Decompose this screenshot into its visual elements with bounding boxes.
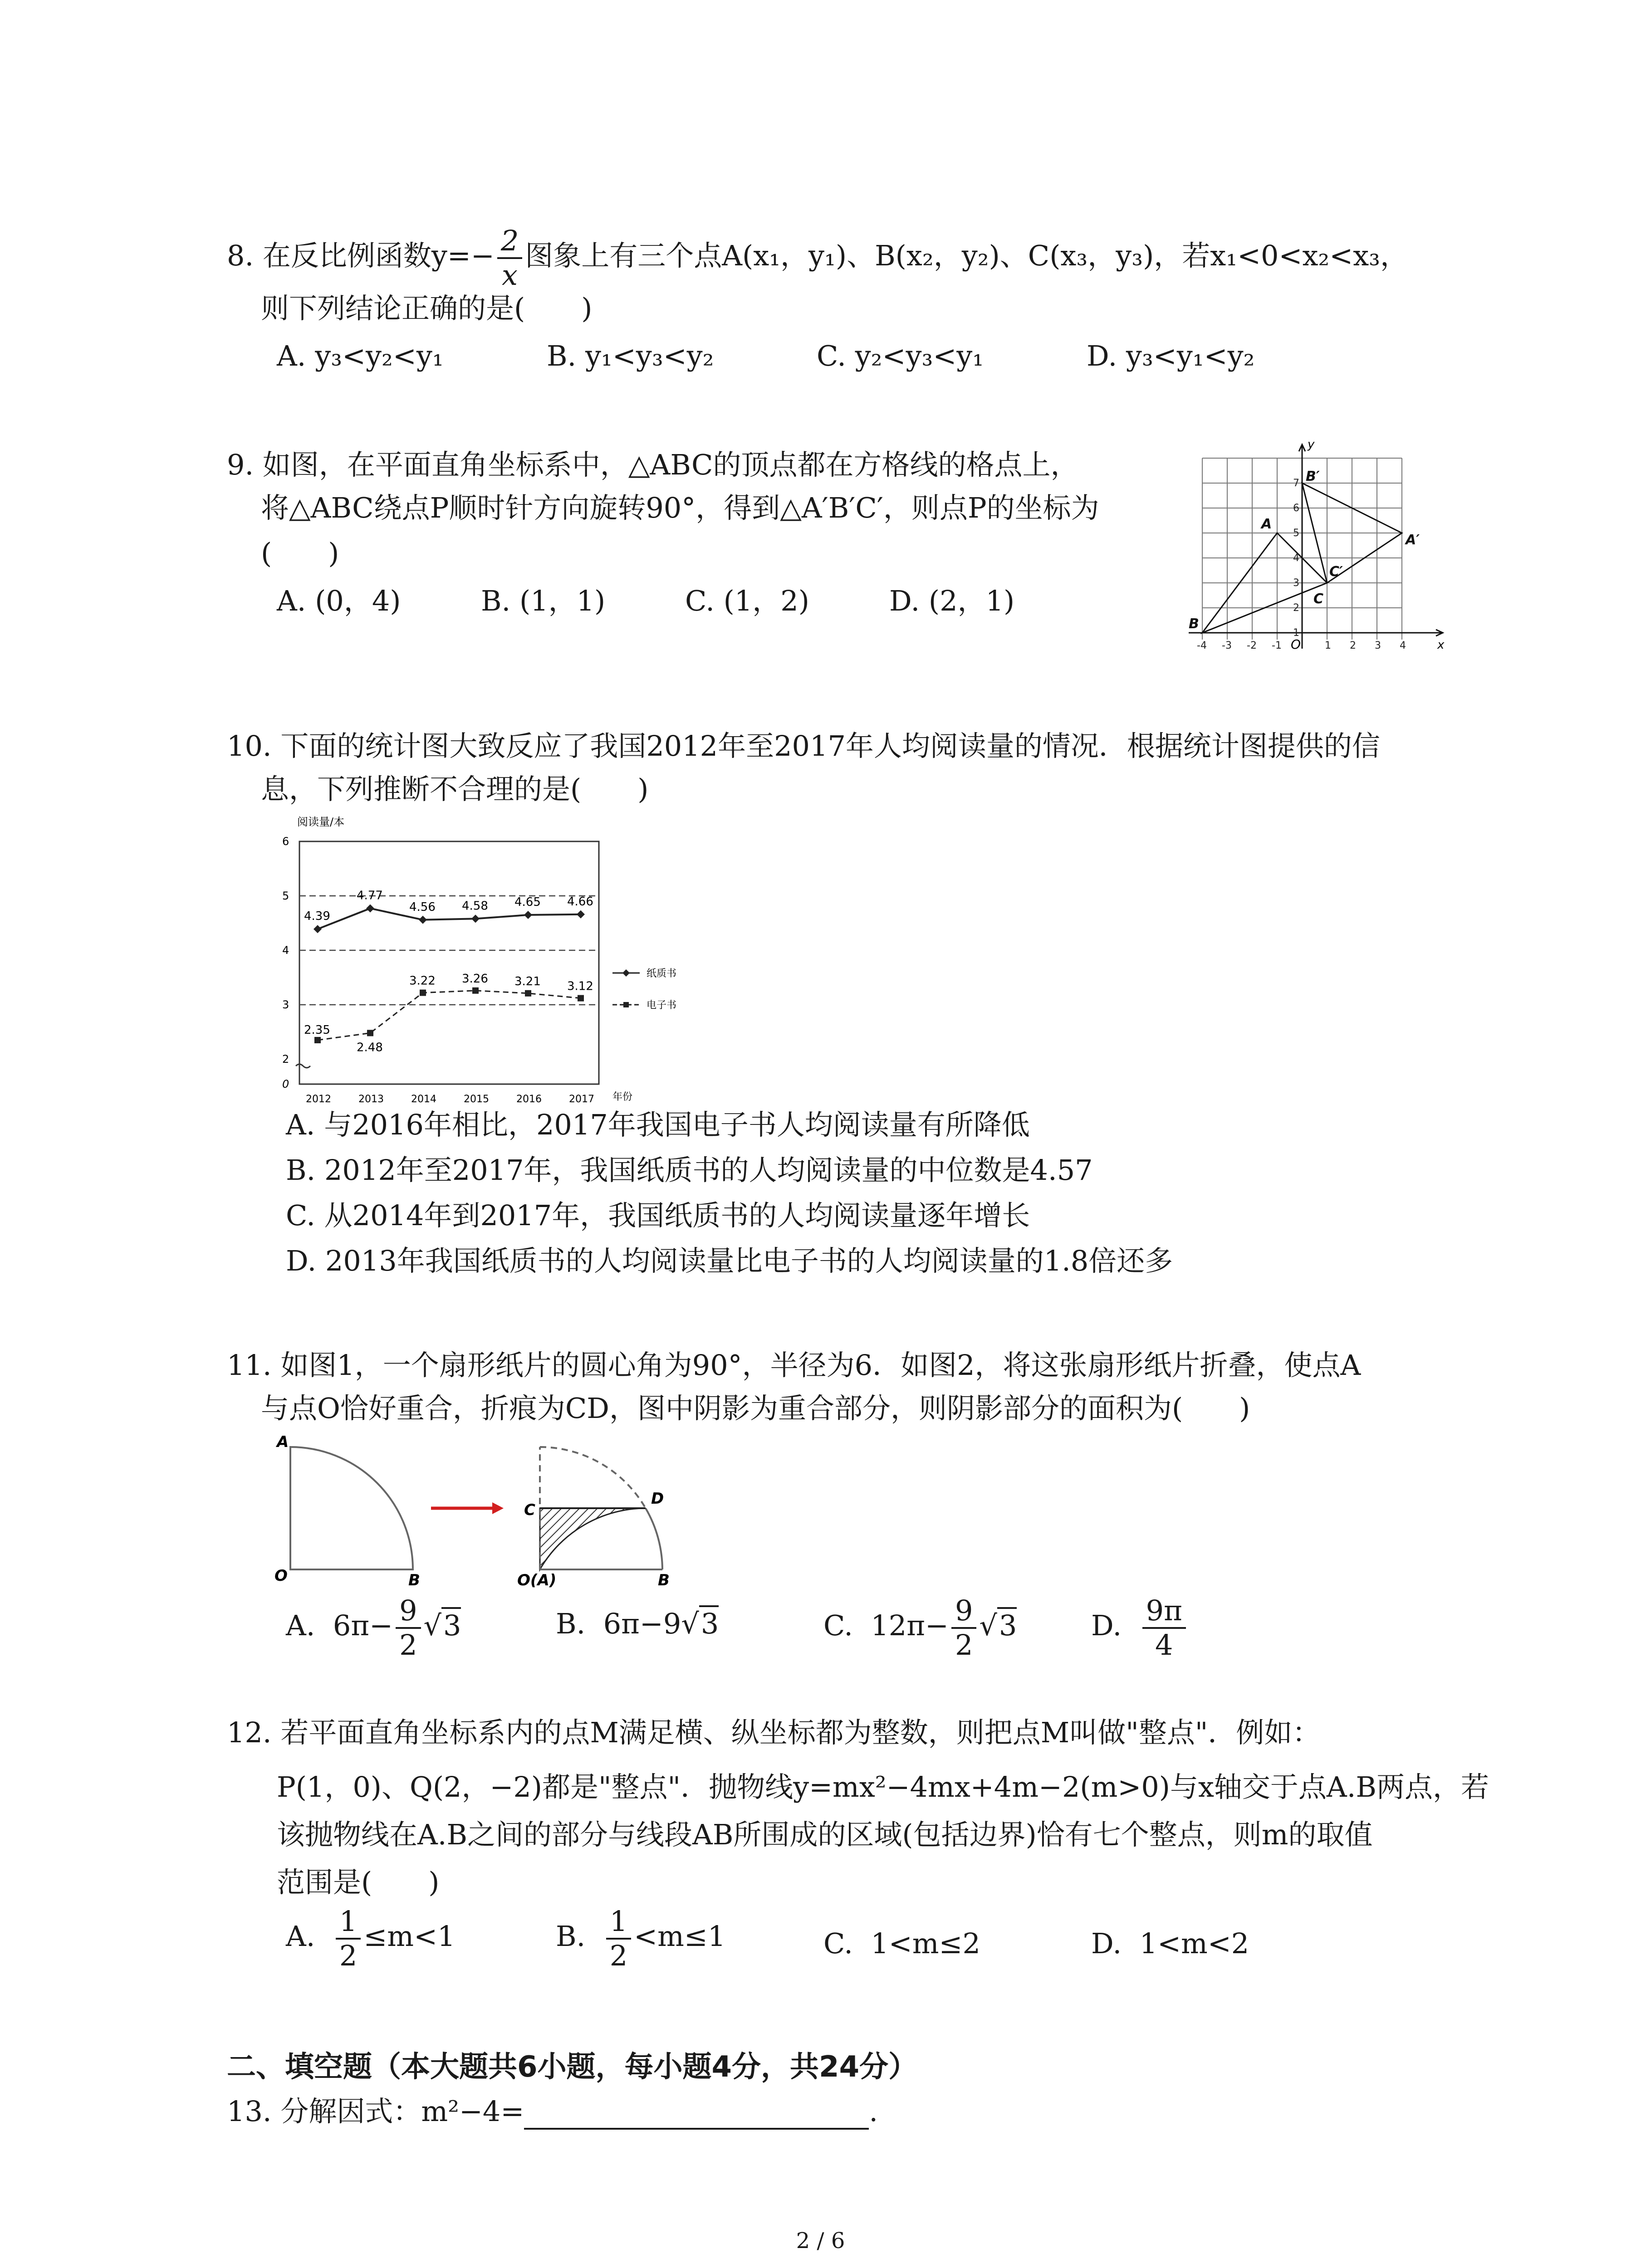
q8-option-a[interactable]: A. y₃<y₂<y₁	[277, 339, 444, 372]
chart-point	[420, 990, 426, 996]
q12-option-b[interactable]: B. $\frac{1}{2}$ <m≤1	[556, 1905, 726, 1972]
chart-y-tick: 0	[282, 1078, 289, 1090]
chart-point	[578, 995, 584, 1002]
q12-option-a[interactable]: A. $\frac{1}{2}$ ≤m<1	[286, 1905, 456, 1972]
q10-reading-chart	[254, 812, 826, 1120]
q10-stem: 10. 下面的统计图大致反应了我国2012年至2017年人均阅读量的情况．根据统计图提供的信	[227, 729, 1380, 763]
svg-text:D: D	[651, 1490, 664, 1508]
legend-label: 纸质书	[647, 968, 677, 979]
q12-option-d[interactable]: D. 1<m<2	[1091, 1927, 1249, 1960]
q9-option-c[interactable]: C. (1，2)	[685, 584, 809, 617]
q9-y-tick: 4	[1293, 552, 1299, 564]
svg-text:O: O	[274, 1567, 288, 1585]
q9-x-tick: 4	[1400, 640, 1406, 651]
chart-axis-break	[296, 1064, 310, 1068]
q9-stem: 9. 如图，在平面直角坐标系中，△ABC的顶点都在方格线的格点上，	[227, 448, 1079, 481]
q8-stem-cont: 则下列结论正确的是( )	[261, 292, 593, 325]
q9-y-tick: 5	[1293, 528, 1299, 539]
chart-x-tick: 2015	[464, 1094, 489, 1105]
q9-label-b: B	[1189, 616, 1199, 632]
q9-grid-figure	[1189, 435, 1452, 671]
q11-option-c[interactable]: C. 12π− $\frac{9}{2}$ √3	[823, 1594, 1017, 1662]
q9-x-tick: -4	[1197, 640, 1207, 651]
q12-stem-4: 范围是( )	[277, 1866, 440, 1899]
chart-data-label: 4.65	[514, 895, 541, 909]
chart-point	[419, 916, 427, 924]
q8-option-b[interactable]: B. y₁<y₃<y₂	[547, 339, 714, 372]
q11-figures	[263, 1429, 717, 1592]
q11-figure-1	[274, 1433, 420, 1589]
q9-label-c: C	[1313, 591, 1324, 607]
q11-figure-2	[517, 1447, 670, 1589]
chart-point	[471, 914, 480, 923]
chart-point	[314, 1037, 321, 1043]
q9-x-tick: -2	[1247, 640, 1257, 651]
q8-option-d[interactable]: D. y₃<y₁<y₂	[1087, 339, 1255, 372]
q9-y-axis-label: y	[1308, 438, 1315, 451]
chart-data-label: 4.56	[409, 900, 436, 914]
chart-y-tick: 4	[282, 944, 289, 957]
chart-data-label: 2.48	[357, 1041, 383, 1055]
q9-y-tick: 7	[1293, 478, 1299, 489]
q9-x-tick: -1	[1272, 640, 1282, 651]
q9-label-a: A	[1261, 516, 1272, 532]
q10-option-a[interactable]: A. 与2016年相比，2017年我国电子书人均阅读量有所降低	[286, 1108, 1030, 1141]
svg-text:C: C	[524, 1501, 535, 1519]
chart-plot-frame	[299, 841, 599, 1084]
legend-label: 电子书	[647, 1000, 677, 1011]
chart-data-label: 3.12	[567, 979, 593, 993]
chart-x-tick: 2012	[306, 1094, 331, 1105]
q10-stem-cont: 息，下列推断不合理的是( )	[261, 772, 649, 806]
q9-stem-paren: ( )	[261, 537, 339, 570]
chart-y-tick: 2	[282, 1053, 289, 1066]
chart-point	[366, 904, 374, 913]
q11-arrow-icon	[431, 1502, 504, 1514]
q9-option-d[interactable]: D. (2，1)	[889, 584, 1015, 617]
chart-data-label: 4.39	[304, 909, 330, 924]
q9-x-tick: -3	[1222, 640, 1232, 651]
q9-x-tick: 2	[1350, 640, 1356, 651]
chart-point	[524, 911, 532, 919]
q12-stem-2: P(1，0)、Q(2，−2)都是"整点"．抛物线y=mx²−4mx+4m−2(m>0)与x轴交于点A.B两点，若	[277, 1770, 1489, 1804]
chart-point	[525, 990, 531, 997]
q11-option-d[interactable]: D. $\frac{9\pi}{4}$	[1091, 1594, 1189, 1662]
chart-y-tick: 5	[282, 890, 289, 902]
chart-y-tick: 6	[282, 835, 289, 848]
chart-point	[367, 1030, 373, 1036]
q10-option-d[interactable]: D. 2013年我国纸质书的人均阅读量比电子书的人均阅读量的1.8倍还多	[286, 1244, 1173, 1277]
svg-text:B: B	[658, 1571, 670, 1589]
chart-y-tick: 3	[282, 998, 289, 1011]
svg-text:B: B	[408, 1571, 420, 1589]
svg-text:O(A): O(A)	[517, 1571, 557, 1589]
q11-option-a[interactable]: A. 6π− $\frac{9}{2}$ √3	[286, 1594, 461, 1662]
q11-stem: 11. 如图1，一个扇形纸片的圆心角为90°，半径为6．如图2，将这张扇形纸片折叠，使点A	[227, 1349, 1361, 1382]
q9-label-a1: A′	[1406, 532, 1420, 548]
q10-option-c[interactable]: C. 从2014年到2017年，我国纸质书的人均阅读量逐年增长	[286, 1199, 1030, 1232]
chart-series-line	[318, 991, 581, 1040]
q9-y-tick: 3	[1293, 577, 1299, 589]
q9-x-axis-label: x	[1437, 638, 1445, 652]
q9-stem-cont: 将△ABC绕点P顺时针方向旋转90°，得到△A′B′C′，则点P的坐标为	[261, 491, 1099, 524]
q12-option-c[interactable]: C. 1<m≤2	[823, 1927, 980, 1960]
q9-y-tick: 2	[1293, 602, 1299, 614]
q9-option-a[interactable]: A. (0，4)	[277, 584, 401, 617]
chart-x-tick: 2016	[516, 1094, 542, 1105]
chart-data-label: 3.22	[409, 974, 436, 988]
chart-point	[472, 987, 479, 994]
chart-ylabel: 阅读量/本	[297, 816, 345, 828]
chart-data-label: 4.58	[462, 899, 488, 913]
q9-origin-label: O	[1291, 637, 1301, 652]
q9-label-b1: B′	[1306, 469, 1320, 484]
q13-answer-blank[interactable]	[524, 2101, 869, 2130]
chart-data-label: 3.21	[514, 974, 541, 988]
q8-stem: 8. 在反比例函数y=− $\frac{2}{x}$ 图象上有三个点A(x₁，y₁)、B(x₂，y₂)、C(x₃，y₃)，若x₁<0<x₂<x₃，	[227, 224, 1409, 292]
chart-xlabel: 年份	[612, 1091, 633, 1103]
q9-option-b[interactable]: B. (1，1)	[481, 584, 606, 617]
legend-marker	[622, 969, 630, 977]
page-number: 2 / 6	[796, 2228, 845, 2253]
q12-stem-3: 该抛物线在A.B之间的部分与线段AB所围成的区域(包括边界)恰有七个整点，则m的取值	[277, 1818, 1373, 1851]
chart-x-tick: 2013	[358, 1094, 384, 1105]
q13-stem: 13. 分解因式：m²−4= .	[227, 2093, 878, 2130]
q11-option-b[interactable]: B. 6π−9√3	[556, 1606, 719, 1642]
chart-series-line	[318, 909, 581, 929]
chart-x-tick: 2014	[411, 1094, 436, 1105]
section-title: 二、填空题（本大题共6小题，每小题4分，共24分）	[227, 2050, 918, 2084]
chart-x-tick: 2017	[569, 1094, 594, 1105]
chart-data-label: 3.26	[462, 972, 488, 986]
q12-stem: 12. 若平面直角坐标系内的点M满足横、纵坐标都为整数，则把点M叫做"整点"．例如：	[227, 1716, 1321, 1749]
q8-option-c[interactable]: C. y₂<y₃<y₁	[817, 339, 984, 372]
svg-text:A: A	[277, 1433, 289, 1451]
q9-y-tick: 1	[1293, 627, 1299, 639]
chart-data-label: 2.35	[304, 1023, 330, 1037]
q9-x-tick: 3	[1375, 640, 1381, 651]
q11-stem-cont: 与点O恰好重合，折痕为CD，图中阴影为重合部分，则阴影部分的面积为( )	[261, 1392, 1250, 1425]
legend-marker	[623, 1002, 629, 1007]
chart-point	[314, 925, 322, 933]
chart-data-label: 4.77	[357, 889, 383, 903]
chart-point	[577, 910, 585, 919]
q9-y-tick: 6	[1293, 503, 1299, 514]
chart-data-label: 4.66	[567, 894, 593, 909]
q10-option-b[interactable]: B. 2012年至2017年，我国纸质书的人均阅读量的中位数是4.57	[286, 1154, 1093, 1187]
q9-x-tick: 1	[1325, 640, 1331, 651]
q9-label-c1: C′	[1329, 564, 1343, 580]
